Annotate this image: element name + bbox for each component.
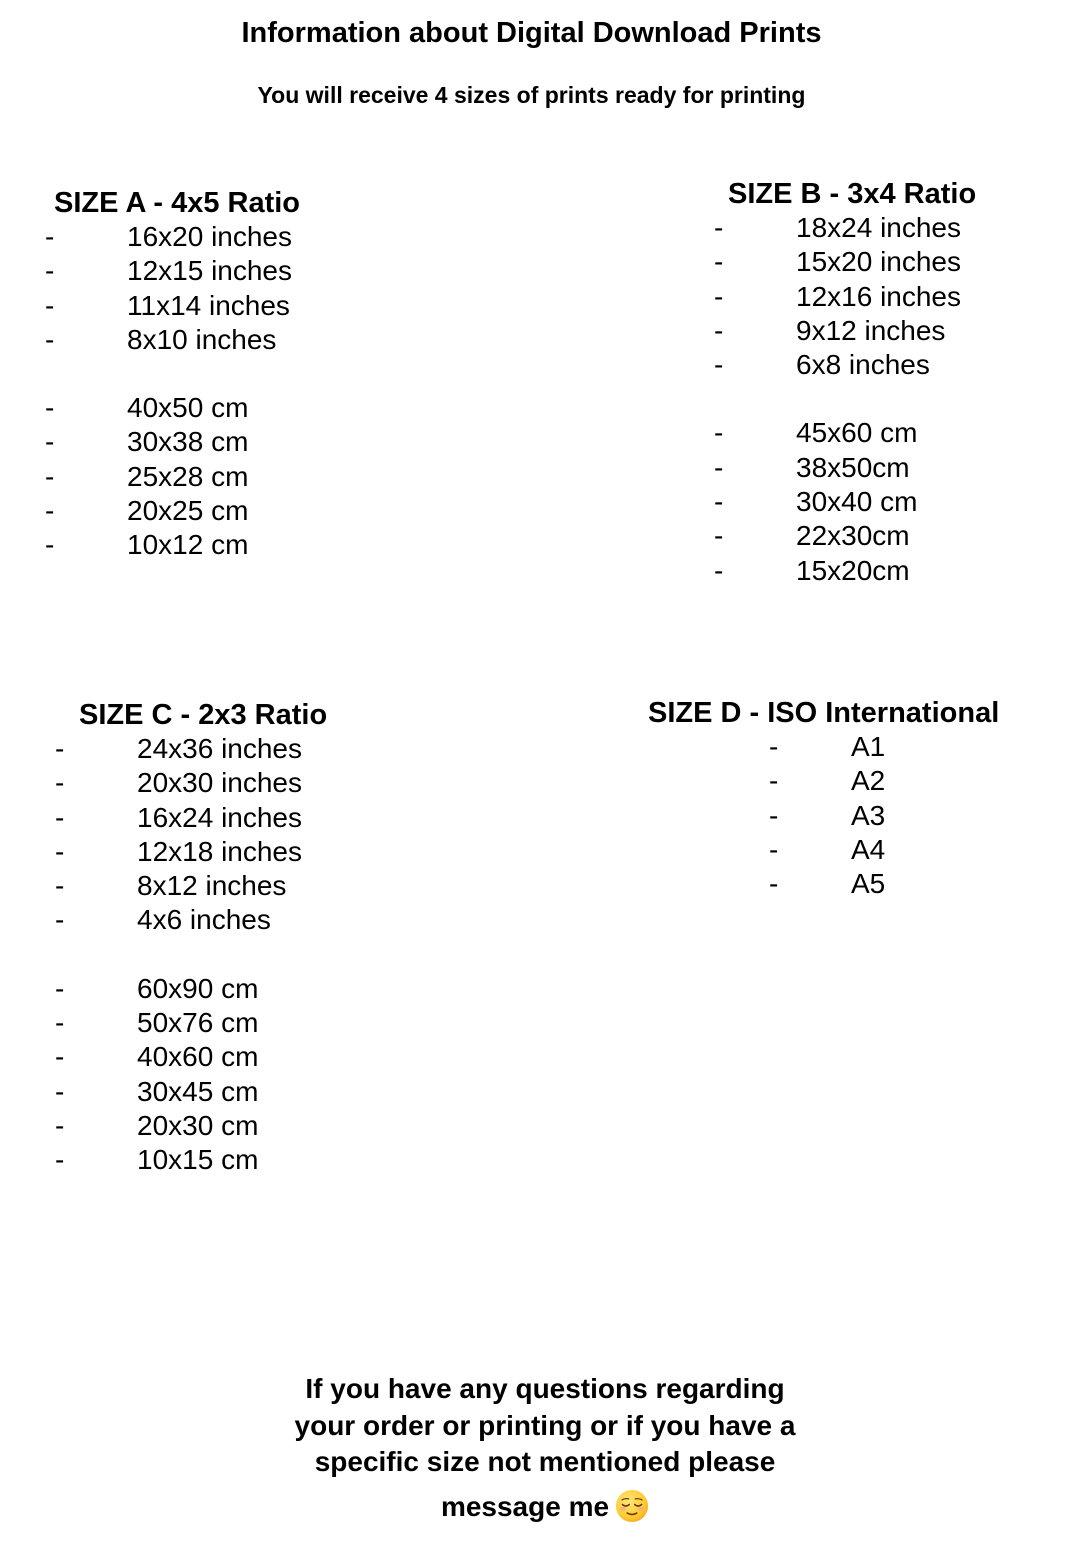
- bullet-dash: -: [45, 221, 55, 252]
- size-value: 40x50 cm: [127, 392, 249, 424]
- contact-note-line: If you have any questions regarding: [305, 1373, 785, 1404]
- bullet-dash: -: [55, 1109, 65, 1141]
- size-c-list: [55, 732, 327, 1178]
- bullet-dash: -: [55, 972, 65, 1004]
- bullet-dash: -: [714, 246, 724, 278]
- page-title: Information about Digital Download Prints: [241, 17, 822, 49]
- list-item: [769, 799, 999, 833]
- size-a-heading: SIZE A - 4x5 Ratio: [54, 187, 301, 219]
- size-value: A1: [851, 731, 886, 762]
- list-item: [45, 289, 300, 323]
- bullet-dash: -: [714, 520, 724, 552]
- size-value: 16x20 inches: [127, 221, 293, 252]
- size-value: 38x50cm: [796, 451, 910, 483]
- bullet-dash: -: [714, 486, 724, 518]
- list-item: [714, 519, 976, 553]
- list-item: [55, 972, 327, 1006]
- list-item: [55, 1040, 327, 1074]
- size-b-section: [714, 177, 976, 588]
- list-item: [55, 1006, 327, 1040]
- bullet-dash: -: [55, 1144, 65, 1176]
- size-value: 30x45 cm: [137, 1075, 259, 1107]
- list-item: [714, 451, 976, 485]
- size-value: 12x15 inches: [127, 255, 293, 287]
- size-value: 40x60 cm: [137, 1041, 259, 1073]
- size-a-section: [45, 186, 300, 563]
- list-item: [45, 460, 300, 494]
- size-value: A4: [851, 833, 886, 865]
- size-c-section: [55, 698, 327, 1178]
- list-item: [45, 323, 300, 357]
- contact-note-last-line: [0, 1489, 1070, 1526]
- size-value: 45x60 cm: [796, 417, 918, 449]
- contact-note: [0, 1371, 1070, 1525]
- list-item: [55, 1109, 327, 1143]
- bullet-dash: -: [769, 765, 779, 797]
- list-item: [714, 280, 976, 314]
- size-value: 20x30 cm: [137, 1109, 259, 1141]
- size-value: 22x30cm: [796, 520, 910, 552]
- list-item: [714, 245, 976, 279]
- list-item: [45, 494, 300, 528]
- size-value: 9x12 inches: [796, 314, 946, 346]
- list-item: [55, 801, 327, 835]
- size-value: A3: [851, 799, 886, 831]
- size-value: 12x16 inches: [796, 280, 962, 312]
- size-a-list: [45, 220, 300, 563]
- size-value: 4x6 inches: [137, 904, 271, 936]
- list-item: [55, 1075, 327, 1109]
- bullet-dash: -: [45, 392, 55, 424]
- size-value: 8x10 inches: [127, 323, 277, 355]
- size-b-heading: SIZE B - 3x4 Ratio: [728, 178, 977, 210]
- size-value: 18x24 inches: [796, 212, 962, 243]
- size-value: 11x14 inches: [127, 289, 290, 321]
- size-value: 10x12 cm: [127, 529, 249, 561]
- list-item: [55, 732, 327, 766]
- bullet-dash: -: [55, 767, 65, 799]
- size-value: 6x8 inches: [796, 349, 930, 381]
- list-item: [55, 903, 327, 937]
- bullet-dash: -: [45, 495, 55, 527]
- bullet-dash: -: [55, 835, 65, 867]
- size-b-list: [714, 211, 976, 588]
- bullet-dash: -: [45, 289, 55, 321]
- list-item: [714, 554, 976, 588]
- list-item: [45, 254, 300, 288]
- size-value: 8x12 inches: [137, 870, 287, 902]
- list-item: [45, 220, 300, 254]
- bullet-dash: -: [55, 733, 65, 764]
- list-item: [45, 425, 300, 459]
- size-value: 30x40 cm: [796, 486, 918, 518]
- size-value: 24x36 inches: [137, 733, 303, 764]
- bullet-dash: -: [55, 1007, 65, 1039]
- size-d-section: [648, 696, 999, 901]
- list-item: [714, 348, 976, 382]
- bullet-dash: -: [45, 255, 55, 287]
- list-item: [769, 730, 999, 764]
- list-item: [714, 485, 976, 519]
- size-d-heading: SIZE D - ISO International: [648, 697, 1000, 729]
- list-item: [55, 766, 327, 800]
- bullet-dash: -: [45, 426, 55, 458]
- bullet-dash: -: [55, 1041, 65, 1073]
- list-item: [769, 764, 999, 798]
- relieved-face-icon: [615, 1489, 649, 1523]
- bullet-dash: -: [714, 349, 724, 381]
- contact-note-line: specific size not mentioned please: [314, 1446, 776, 1477]
- size-c-heading: SIZE C - 2x3 Ratio: [79, 699, 328, 731]
- bullet-dash: -: [769, 799, 779, 831]
- bullet-dash: -: [55, 870, 65, 902]
- bullet-dash: -: [769, 731, 779, 762]
- size-value: 12x18 inches: [137, 835, 303, 867]
- size-value: 50x76 cm: [137, 1007, 259, 1039]
- list-item: [769, 833, 999, 867]
- bullet-dash: -: [714, 417, 724, 449]
- bullet-dash: -: [45, 460, 55, 492]
- bullet-dash: -: [714, 212, 724, 243]
- size-value: 20x25 cm: [127, 495, 249, 527]
- list-item: [55, 1143, 327, 1177]
- size-value: 20x30 inches: [137, 767, 303, 799]
- bullet-dash: -: [55, 801, 65, 833]
- list-item: [45, 391, 300, 425]
- size-value: 16x24 inches: [137, 801, 303, 833]
- list-item: [714, 314, 976, 348]
- contact-note-line: your order or printing or if you have a: [294, 1409, 796, 1441]
- size-d-list: [769, 730, 999, 901]
- bullet-dash: -: [45, 529, 55, 561]
- size-value: 25x28 cm: [127, 460, 249, 492]
- size-value: 10x15 cm: [137, 1144, 259, 1176]
- bullet-dash: -: [45, 323, 55, 355]
- list-item: [769, 867, 999, 901]
- size-value: 30x38 cm: [127, 426, 249, 458]
- size-value: 15x20 inches: [796, 246, 962, 278]
- bullet-dash: -: [714, 554, 724, 586]
- bullet-dash: -: [769, 833, 779, 865]
- size-value: 60x90 cm: [137, 972, 259, 1004]
- bullet-dash: -: [769, 868, 779, 900]
- bullet-dash: -: [714, 451, 724, 483]
- bullet-dash: -: [714, 314, 724, 346]
- size-value: A2: [851, 765, 886, 797]
- contact-note-line: message me: [440, 1490, 610, 1522]
- bullet-dash: -: [55, 1075, 65, 1107]
- page-subtitle: You will receive 4 sizes of prints ready for printing: [257, 82, 806, 108]
- list-item: [55, 835, 327, 869]
- size-value: A5: [851, 868, 886, 900]
- size-value: 15x20cm: [796, 554, 910, 586]
- list-item: [714, 416, 976, 450]
- bullet-dash: -: [714, 280, 724, 312]
- list-item: [45, 528, 300, 562]
- list-item: [55, 869, 327, 903]
- list-item: [714, 211, 976, 245]
- bullet-dash: -: [55, 904, 65, 936]
